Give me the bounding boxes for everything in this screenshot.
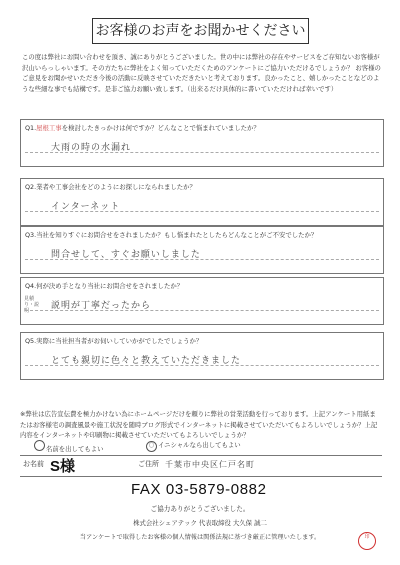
question-number: Q1.: [25, 124, 37, 132]
question-text: 当社を知りすぐにお問合せをされましたか？もし悩まれたとしたらどんなことがご不安でしたか？: [36, 231, 318, 239]
question-number: Q2.: [25, 183, 37, 191]
question-highlight: 屋根工事: [36, 124, 62, 132]
answer-text: 説明が丁寧だったから: [51, 301, 152, 311]
seal-stamp: [358, 532, 376, 550]
consent-option-initial[interactable]: [146, 440, 241, 452]
address-value: 千葉市中央区仁戸名町: [165, 460, 255, 469]
company-name: 株式会社シェアテック 代表取締役 大久保 誠二: [133, 519, 267, 527]
intro-text: この度は弊社にお問い合わせを頂き、誠にありがとうございました。世の中には弊社の存在やサービスをご存知ないお客様が沢山いらっしゃいます。その方たちに弊社をよく知っていただくためのアンケートにご協力いただけるでしょうか？ お客様のご意見をお聞かせいただき今後の活動に反映させていただきたいと考えております。良かったこと、嬉しかったことなどのような些細な事でも結構です。是非ご協力お願い致します。（出来るだけ具体的に書いていただければ幸いです）: [22, 53, 381, 93]
question-number: Q4.: [25, 282, 37, 290]
thanks-text: ご協力ありがとうございました。: [150, 505, 250, 513]
consent-label: 名前を出してもよい: [46, 445, 104, 453]
page-title: お客様のお声をお聞かせください: [92, 18, 309, 44]
question-number: Q5.: [25, 337, 37, 345]
fax-number: FAX 03-5879-0882: [131, 481, 267, 498]
question-3: [20, 226, 384, 274]
handwritten-note: 見積り・説明: [24, 296, 40, 314]
customer-info-row: [20, 455, 382, 477]
consent-checkbox[interactable]: [34, 440, 45, 451]
answer-text: インターネット: [51, 202, 121, 212]
answer-text: 大雨の時の水漏れ: [51, 143, 132, 153]
question-text: 何が決め手となり当社にお問合せをされましたか？: [36, 282, 184, 290]
answer-line: [25, 211, 379, 212]
question-2: [20, 178, 384, 226]
name-value: S様: [50, 458, 76, 475]
question-text: を検討したきっかけは何ですか？どんなことで悩まれていましたか？: [61, 124, 260, 132]
answer-line: [25, 152, 379, 153]
address-label: ご住所: [138, 460, 159, 468]
question-text: 実際に当社担当者がお伺いしていかがでしたでしょうか？: [36, 337, 203, 345]
answer-text: とても親切に色々と教えていただきました: [51, 356, 242, 366]
answer-line: [25, 310, 379, 311]
answer-line: [25, 365, 379, 366]
question-1: [20, 119, 384, 167]
question-number: Q3.: [25, 231, 37, 239]
answer-text: 問合せして、すぐお願いしました: [51, 250, 201, 260]
consent-checkbox[interactable]: 〇: [146, 441, 157, 452]
stamp-text: 印: [364, 534, 370, 540]
name-label: お名前: [23, 460, 44, 468]
consent-label: イニシャルなら出してもよい: [158, 441, 241, 449]
question-5: [20, 332, 384, 380]
question-4: [20, 277, 384, 325]
answer-line: [25, 259, 379, 260]
consent-option-name[interactable]: [34, 440, 104, 453]
question-text: 業者や工事会社をどのようにお探しになられましたか？: [36, 183, 196, 191]
publication-note: ※弊社は広告宣伝費を極力かけない為にホームページだけを頼りに弊社の営業活動を行っております。上記アンケート用紙またはお客様宅の調査風景や施工状況を随時ブログ形式でインターネットに掲載させていただいてもよろしいでしょうか？上記内容をインターネットや印刷物に掲載させていただいてもよろしいでしょうか？: [20, 410, 378, 440]
privacy-note: 当アンケートで取得したお客様の個人情報は関係法規に基づき厳正に管理いたします。: [79, 534, 321, 541]
